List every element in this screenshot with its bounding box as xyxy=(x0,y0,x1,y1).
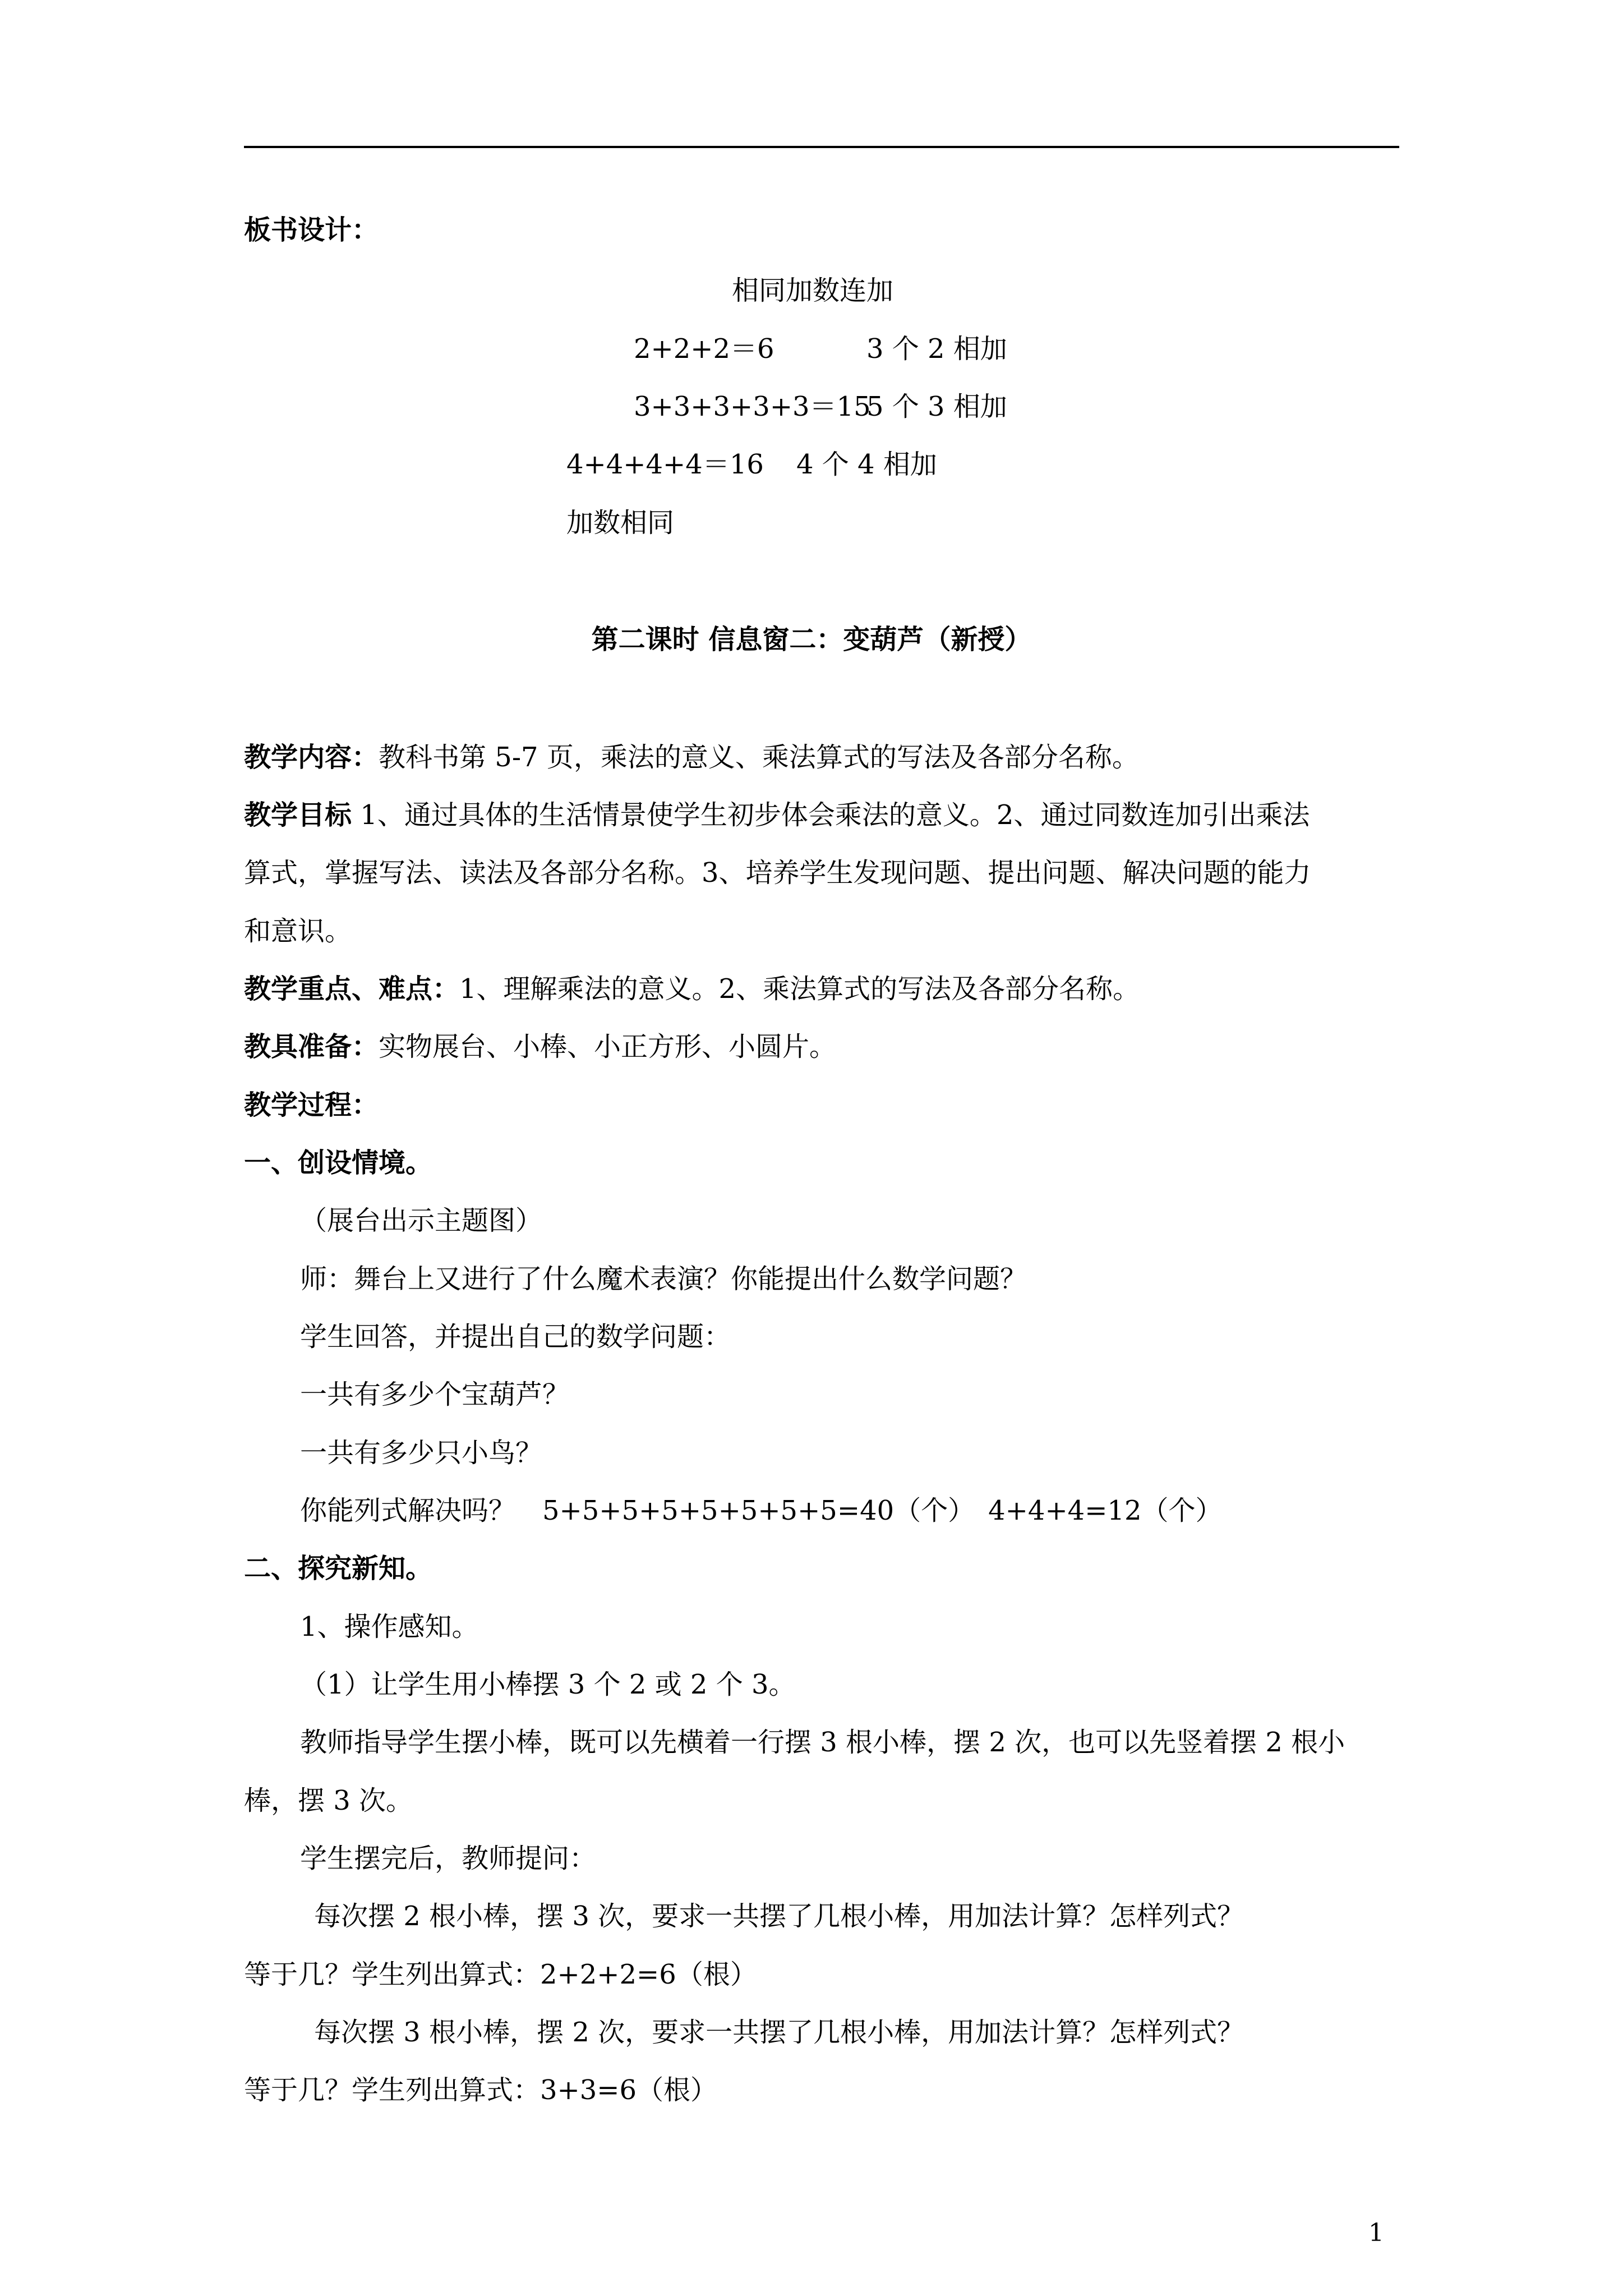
key-points-label: 教学重点、难点： xyxy=(244,973,460,1005)
board-row-1-expr: 2+2+2＝6 xyxy=(634,333,774,365)
section-2-line-9: 等于几？学生列出算式：3+3=6（根） xyxy=(244,2074,718,2106)
board-row-1-desc: 3 个 2 相加 xyxy=(866,333,1007,365)
teaching-tools-text: 实物展台、小棒、小正方形、小圆片。 xyxy=(379,1031,837,1062)
section-2-line-7: 等于几？学生列出算式：2+2+2=6（根） xyxy=(244,1959,757,1990)
board-row-2-desc: 5 个 3 相加 xyxy=(866,391,1007,422)
page-number: 1 xyxy=(1368,2219,1384,2247)
section-2-line-3: 教师指导学生摆小棒，既可以先横着一行摆 3 根小棒，摆 2 次，也可以先竖着摆 2 根小 xyxy=(300,1727,1345,1758)
teaching-content-text: 教科书第 5-7 页，乘法的意义、乘法算式的写法及各部分名称。 xyxy=(379,742,1139,773)
section-1-line-4: 一共有多少个宝葫芦？ xyxy=(300,1379,570,1410)
teaching-goal-text-1: 1、通过具体的生活情景使学生初步体会乘法的意义。2、通过同数连加引出乘法 xyxy=(352,799,1310,831)
key-points xyxy=(244,972,1140,1006)
teaching-goal-line-2: 算式，掌握写法、读法及各部分名称。3、培养学生发现问题、提出问题、解决问题的能力 xyxy=(244,857,1311,889)
board-design-title: 相同加数连加 xyxy=(732,275,894,306)
teaching-goal-line-1 xyxy=(244,798,1310,832)
section-2-line-8: 每次摆 3 根小棒，摆 2 次，要求一共摆了几根小棒，用加法计算？怎样列式？ xyxy=(314,2017,1244,2048)
section-2-line-6: 每次摆 2 根小棒，摆 3 次，要求一共摆了几根小棒，用加法计算？怎样列式？ xyxy=(314,1901,1244,1932)
teaching-process-heading: 教学过程： xyxy=(244,1089,379,1121)
section-1-line-1: （展台出示主题图） xyxy=(300,1205,543,1236)
board-footer: 加数相同 xyxy=(566,507,675,539)
teaching-goal-line-3: 和意识。 xyxy=(244,915,352,947)
teaching-content xyxy=(244,740,1139,774)
section-2-line-5: 学生摆完后，教师提问： xyxy=(300,1843,597,1874)
teaching-tools xyxy=(244,1030,836,1064)
key-points-text: 1、理解乘法的意义。2、乘法算式的写法及各部分名称。 xyxy=(459,973,1140,1005)
lesson-title: 第二课时 信息窗二：变葫芦（新授） xyxy=(591,624,1032,655)
board-row-3-expr: 4+4+4+4＝16 xyxy=(566,449,764,480)
section-1-line-5: 一共有多少只小鸟？ xyxy=(300,1437,543,1469)
teaching-content-label: 教学内容： xyxy=(244,742,379,773)
teaching-goal-label: 教学目标 xyxy=(244,799,352,831)
section-1-title: 一、创设情境。 xyxy=(244,1147,433,1179)
section-2-line-2: （1）让学生用小棒摆 3 个 2 或 2 个 3。 xyxy=(300,1669,796,1700)
board-row-3-desc: 4 个 4 相加 xyxy=(796,449,937,480)
section-1-line-2: 师：舞台上又进行了什么魔术表演？你能提出什么数学问题？ xyxy=(300,1263,1027,1295)
section-2-title: 二、探究新知。 xyxy=(244,1553,433,1584)
section-2-line-1: 1、操作感知。 xyxy=(300,1611,479,1642)
section-1-line-6: 你能列式解决吗？ 5+5+5+5+5+5+5+5=40（个） 4+4+4=12（个） xyxy=(300,1495,1223,1526)
board-design-heading: 板书设计： xyxy=(244,214,379,246)
header-rule xyxy=(244,146,1399,148)
section-1-line-3: 学生回答，并提出自己的数学问题： xyxy=(300,1321,731,1352)
board-row-2-expr: 3+3+3+3+3＝15 xyxy=(634,391,871,422)
section-2-line-4: 棒，摆 3 次。 xyxy=(244,1785,413,1816)
teaching-tools-label: 教具准备： xyxy=(244,1031,379,1062)
